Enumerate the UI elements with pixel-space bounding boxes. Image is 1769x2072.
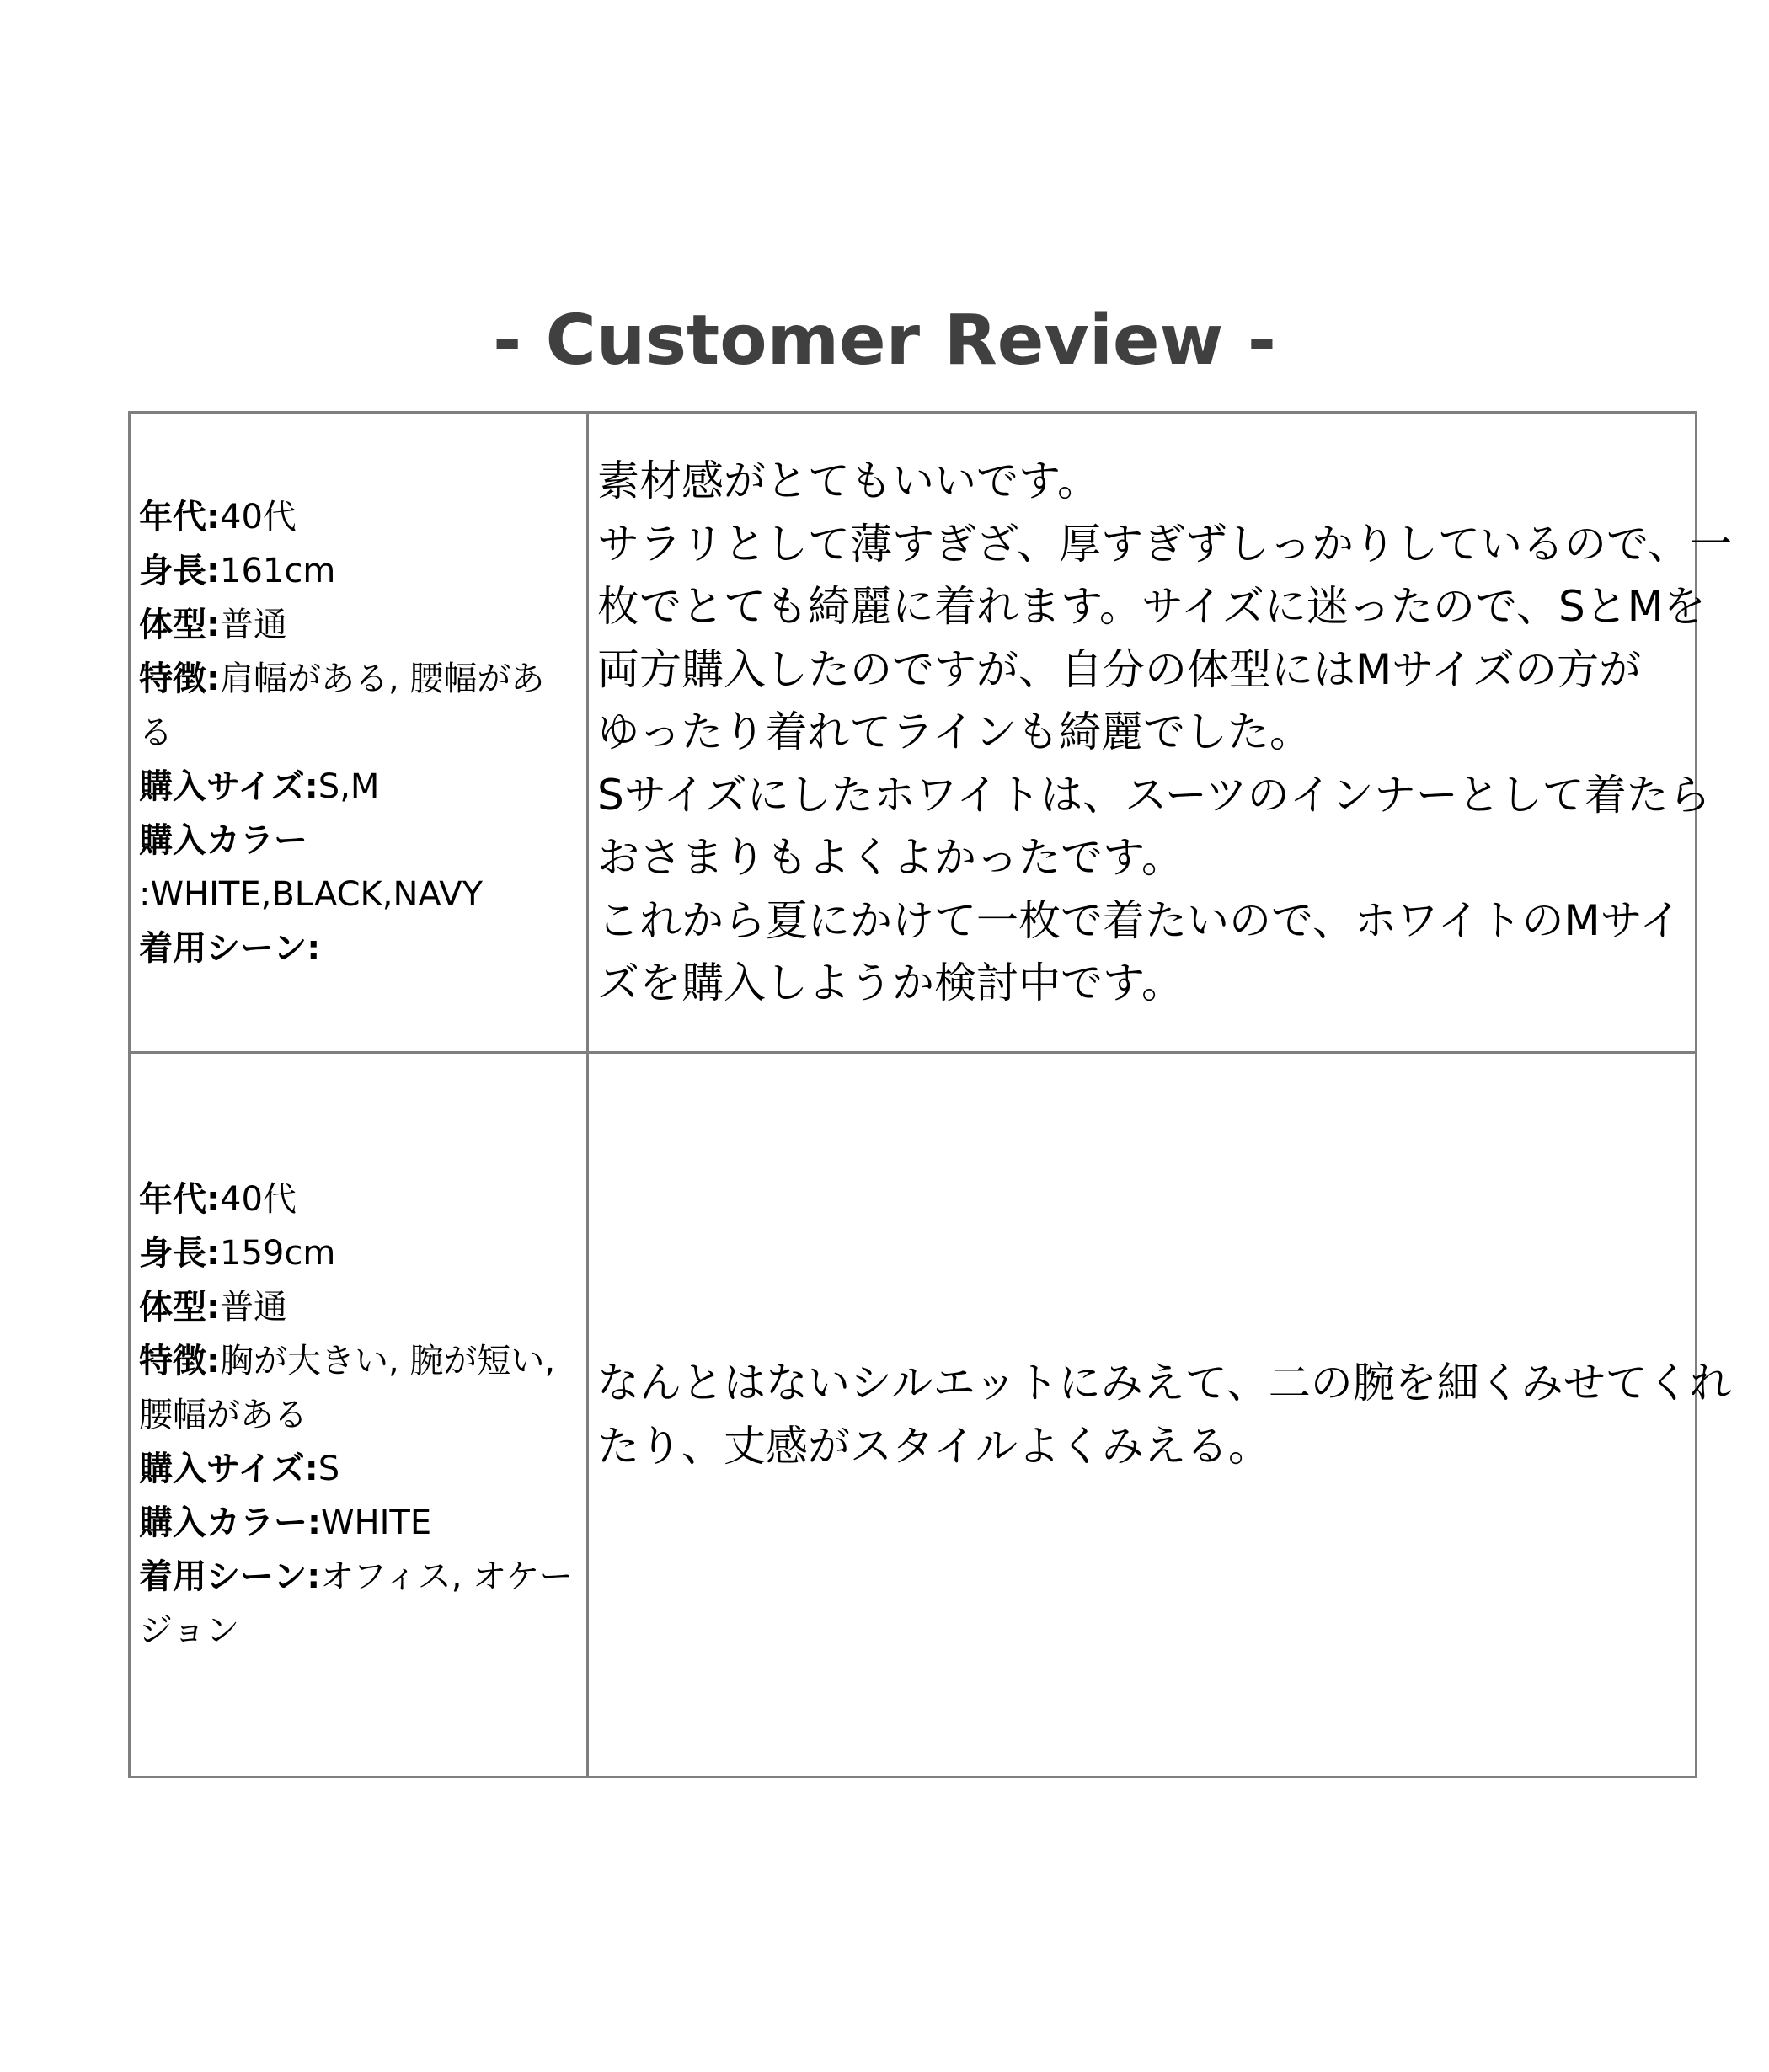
profile-purchased-size: 購入サイズ:S,M [139, 766, 380, 806]
table-row [130, 1053, 1697, 1777]
review-comment-cell [588, 413, 1732, 1053]
profile-purchased-color: :WHITE,BLACK,NAVY [139, 874, 484, 914]
profile-body-type: 体型:普通 [139, 605, 287, 644]
reviewer-profile-cell [130, 1053, 588, 1777]
review-comment-line: ゆったり着れてラインも綺麗でした。 [597, 708, 1312, 757]
reviewer-profile-cell [130, 413, 588, 1053]
review-table [128, 411, 1732, 1778]
table-row [130, 413, 1697, 1053]
profile-feature: 特徴:肩幅がある, 腰幅がある [139, 659, 545, 752]
profile-purchased-color-label: 購入カラー [139, 820, 307, 860]
profile-age: 年代:40代 [139, 1179, 297, 1219]
profile-purchased-size: 購入サイズ:S [139, 1449, 340, 1488]
review-comment-line: 枚でとても綺麗に着れます。サイズに迷ったので、SとMを [597, 582, 1706, 632]
review-comment-line: サラリとして薄すぎざ、厚すぎずしっかりしているので、一 [597, 519, 1732, 569]
page-title: - Customer Review - [493, 301, 1276, 381]
profile-wearing-scene: 着用シーン:オフィス, オケージョン [139, 1557, 574, 1650]
profile-height: 身長:159cm [139, 1233, 336, 1273]
review-comment-line: 両方購入したのですが、自分の体型にはMサイズの方が [597, 644, 1642, 694]
review-comment-line: ズを購入しようか検討中です。 [597, 959, 1184, 1008]
review-comment-line: なんとはないシルエットにみえて、二の腕を細くみせてくれ [597, 1359, 1732, 1407]
review-comment-line: これから夏にかけて一枚で着たいので、ホワイトのMサイ [597, 895, 1682, 945]
profile-feature: 特徴:胸が大きい, 腕が短い, 腰幅がある [139, 1341, 556, 1434]
review-comment-line: おさまりもよくよかったです。 [597, 833, 1184, 883]
profile-body-type: 体型:普通 [139, 1287, 287, 1327]
review-comment-cell [588, 1053, 1732, 1777]
profile-age: 年代:40代 [139, 497, 297, 537]
profile-height: 身長:161cm [139, 551, 336, 590]
profile-wearing-scene: 着用シーン: [139, 928, 321, 968]
review-comment-line: たり、丈感がスタイルよくみえる。 [597, 1421, 1270, 1471]
review-comment-line: 素材感がとてもいいです。 [597, 457, 1099, 506]
profile-purchased-color: 購入カラー:WHITE [139, 1503, 432, 1542]
review-comment-line: Sサイズにしたホワイトは、スーツのインナーとして着たら [597, 770, 1711, 820]
